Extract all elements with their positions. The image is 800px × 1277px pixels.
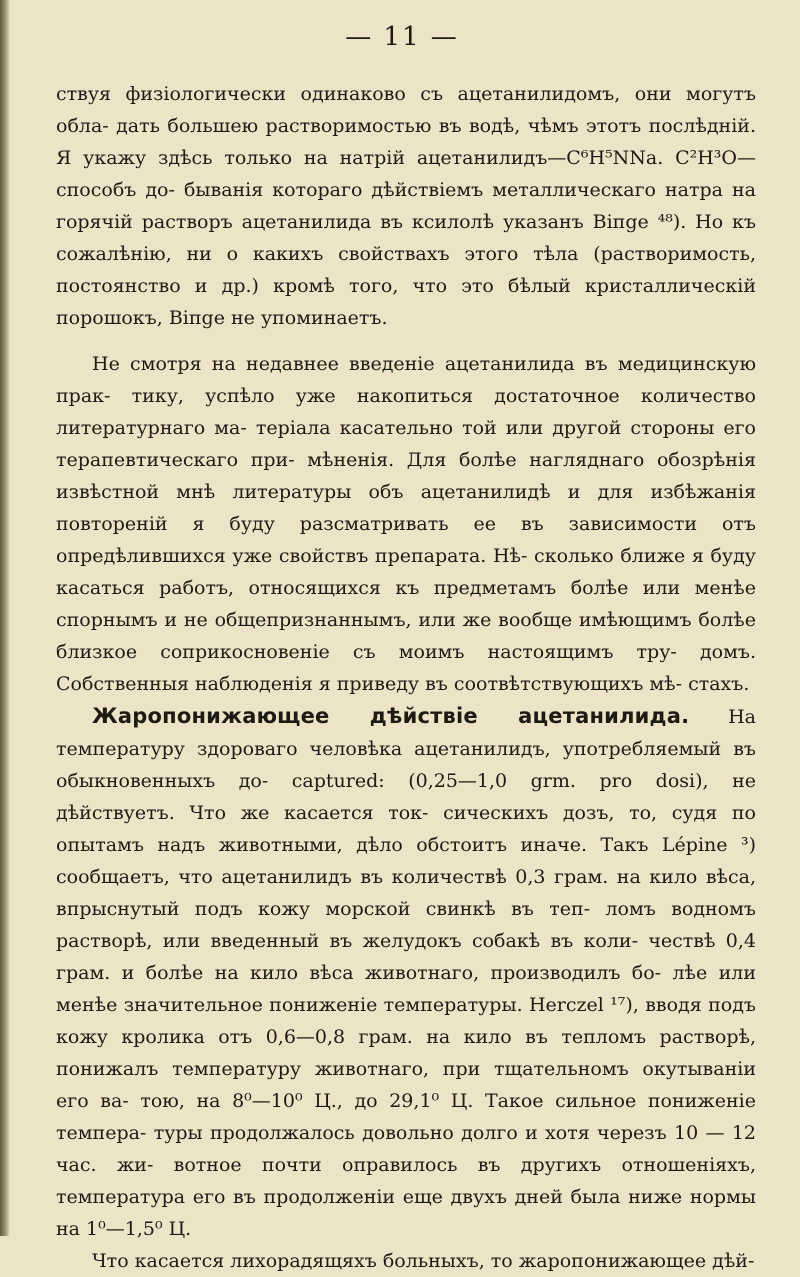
text-line: въ зависимости отъ опредѣлившихся уже свойствъ препарата. Нѣ-: [56, 513, 756, 567]
text-line: иначе. Такъ Lépine ³) сообщаетъ, что ацетанилидъ въ количествѣ 0,3: [56, 834, 756, 888]
text-line: вотное почти оправилось въ другихъ отношеніяхъ, температура его въ: [56, 1154, 756, 1208]
text-line: стахъ.: [688, 673, 750, 695]
text-line: тику, успѣло уже накопиться достаточное количество литературнаго ма-: [56, 385, 756, 439]
text-line: понижалъ температуру животнаго, при тщательномъ окутываніи его ва-: [56, 1058, 756, 1112]
page-number: — 11 —: [345, 22, 459, 52]
text-line: грам. на кило вѣса, впрыснутый подъ кожу морской свинкѣ въ теп-: [56, 866, 756, 920]
text-line: того, что это бѣлый кристаллическій порошокъ, Віпgе не упоминаетъ.: [56, 275, 756, 329]
text-line: какихъ свойствахъ этого тѣла (растворимость, постоянство и др.) кромѣ: [56, 243, 756, 297]
text-line: здѣсь только на натрій ацетанилидъ—C⁶H⁵NNa. C²H³O—способъ до-: [56, 147, 756, 201]
section-heading: Жаропонижающее дѣйствіе ацетанилида.: [92, 704, 690, 728]
text-line: подъ кожу кролика отъ 0,6—0,8 грам. на кило въ тепломъ растворѣ,: [56, 994, 756, 1048]
text-line: Что касается лихорадящяхъ больныхъ, то жаропонижающее дѣй-: [92, 1250, 755, 1272]
text-line: На температуру: [56, 706, 756, 760]
paragraph-2: [56, 348, 756, 700]
book-binding-shadow: [0, 0, 10, 1236]
text-line: объ ацетанилидѣ и для избѣжанія повтореній я буду разсматривать ее: [56, 481, 756, 535]
paragraph-3: [56, 700, 756, 1245]
text-line: captured: (0,25—1,0 grm. pro dosi), не дѣйствуетъ. Что же касается ток-: [56, 770, 756, 824]
text-line: ствуя физіологически одинаково съ ацетанилидомъ, они могутъ обла-: [56, 83, 756, 137]
text-line: мѣненія. Для болѣе нагляднаго обозрѣнія извѣстной мнѣ литературы: [56, 449, 756, 503]
text-line: тою, на 8⁰—10⁰ Ц., до 29,1⁰ Ц. Такое сильное пониженіе темпера-: [56, 1090, 756, 1144]
text-line: ацетанилида въ ксилолѣ указанъ Віпgе ⁴⁸). Но къ сожалѣнію, ни о: [56, 211, 756, 265]
text-line: ломъ водномъ растворѣ, или введенный въ желудокъ собакѣ въ коли-: [56, 898, 756, 952]
text-line: теріала касательно той или другой стороны его терапевтическаго при-: [56, 417, 756, 471]
text-line: лѣе или менѣе значительное пониженіе температуры. Herczel ¹⁷), вводя: [56, 962, 756, 1016]
text-line: продолженіи еще двухъ дней была ниже нормы на 1⁰—1,5⁰ Ц.: [56, 1186, 756, 1240]
text-line: быванія котораго дѣйствіемъ металлическаго натра на горячій растворъ: [56, 179, 756, 233]
paragraph-1: [56, 78, 756, 334]
text-line: домъ. Собственныя наблюденія я приведу въ соотвѣтствующихъ мѣ-: [56, 641, 757, 695]
text-line: имѣющимъ болѣе близкое соприкосновеніе съ моимъ настоящимъ тру-: [56, 609, 756, 663]
text-line: Не смотря на недавнее введеніе ацетанилида въ медицинскую прак-: [56, 353, 756, 407]
book-page: [56, 22, 756, 1277]
paragraph-4: [56, 1245, 756, 1277]
text-line: дать большею растворимостью въ водѣ, чѣмъ этотъ послѣдній. Я укажу: [56, 115, 756, 169]
text-line: здороваго человѣка ацетанилидъ, употребляемый въ обыкновенныхъ до-: [56, 738, 757, 792]
text-line: сколько ближе я буду касаться работъ, относящихся къ предметамъ: [56, 545, 756, 599]
text-line: сическихъ дозъ, то, судя по опытамъ надъ животными, дѣло обстоитъ: [56, 802, 756, 856]
text-line: туры продолжалось довольно долго и хотя черезъ 10 — 12 час. жи-: [56, 1122, 757, 1176]
text-line: болѣе или менѣе спорнымъ и не общепризнаннымъ, или же вообще: [56, 577, 757, 631]
text-line: чествѣ 0,4 грам. и болѣе на кило вѣса животнаго, производилъ бо-: [56, 930, 756, 984]
